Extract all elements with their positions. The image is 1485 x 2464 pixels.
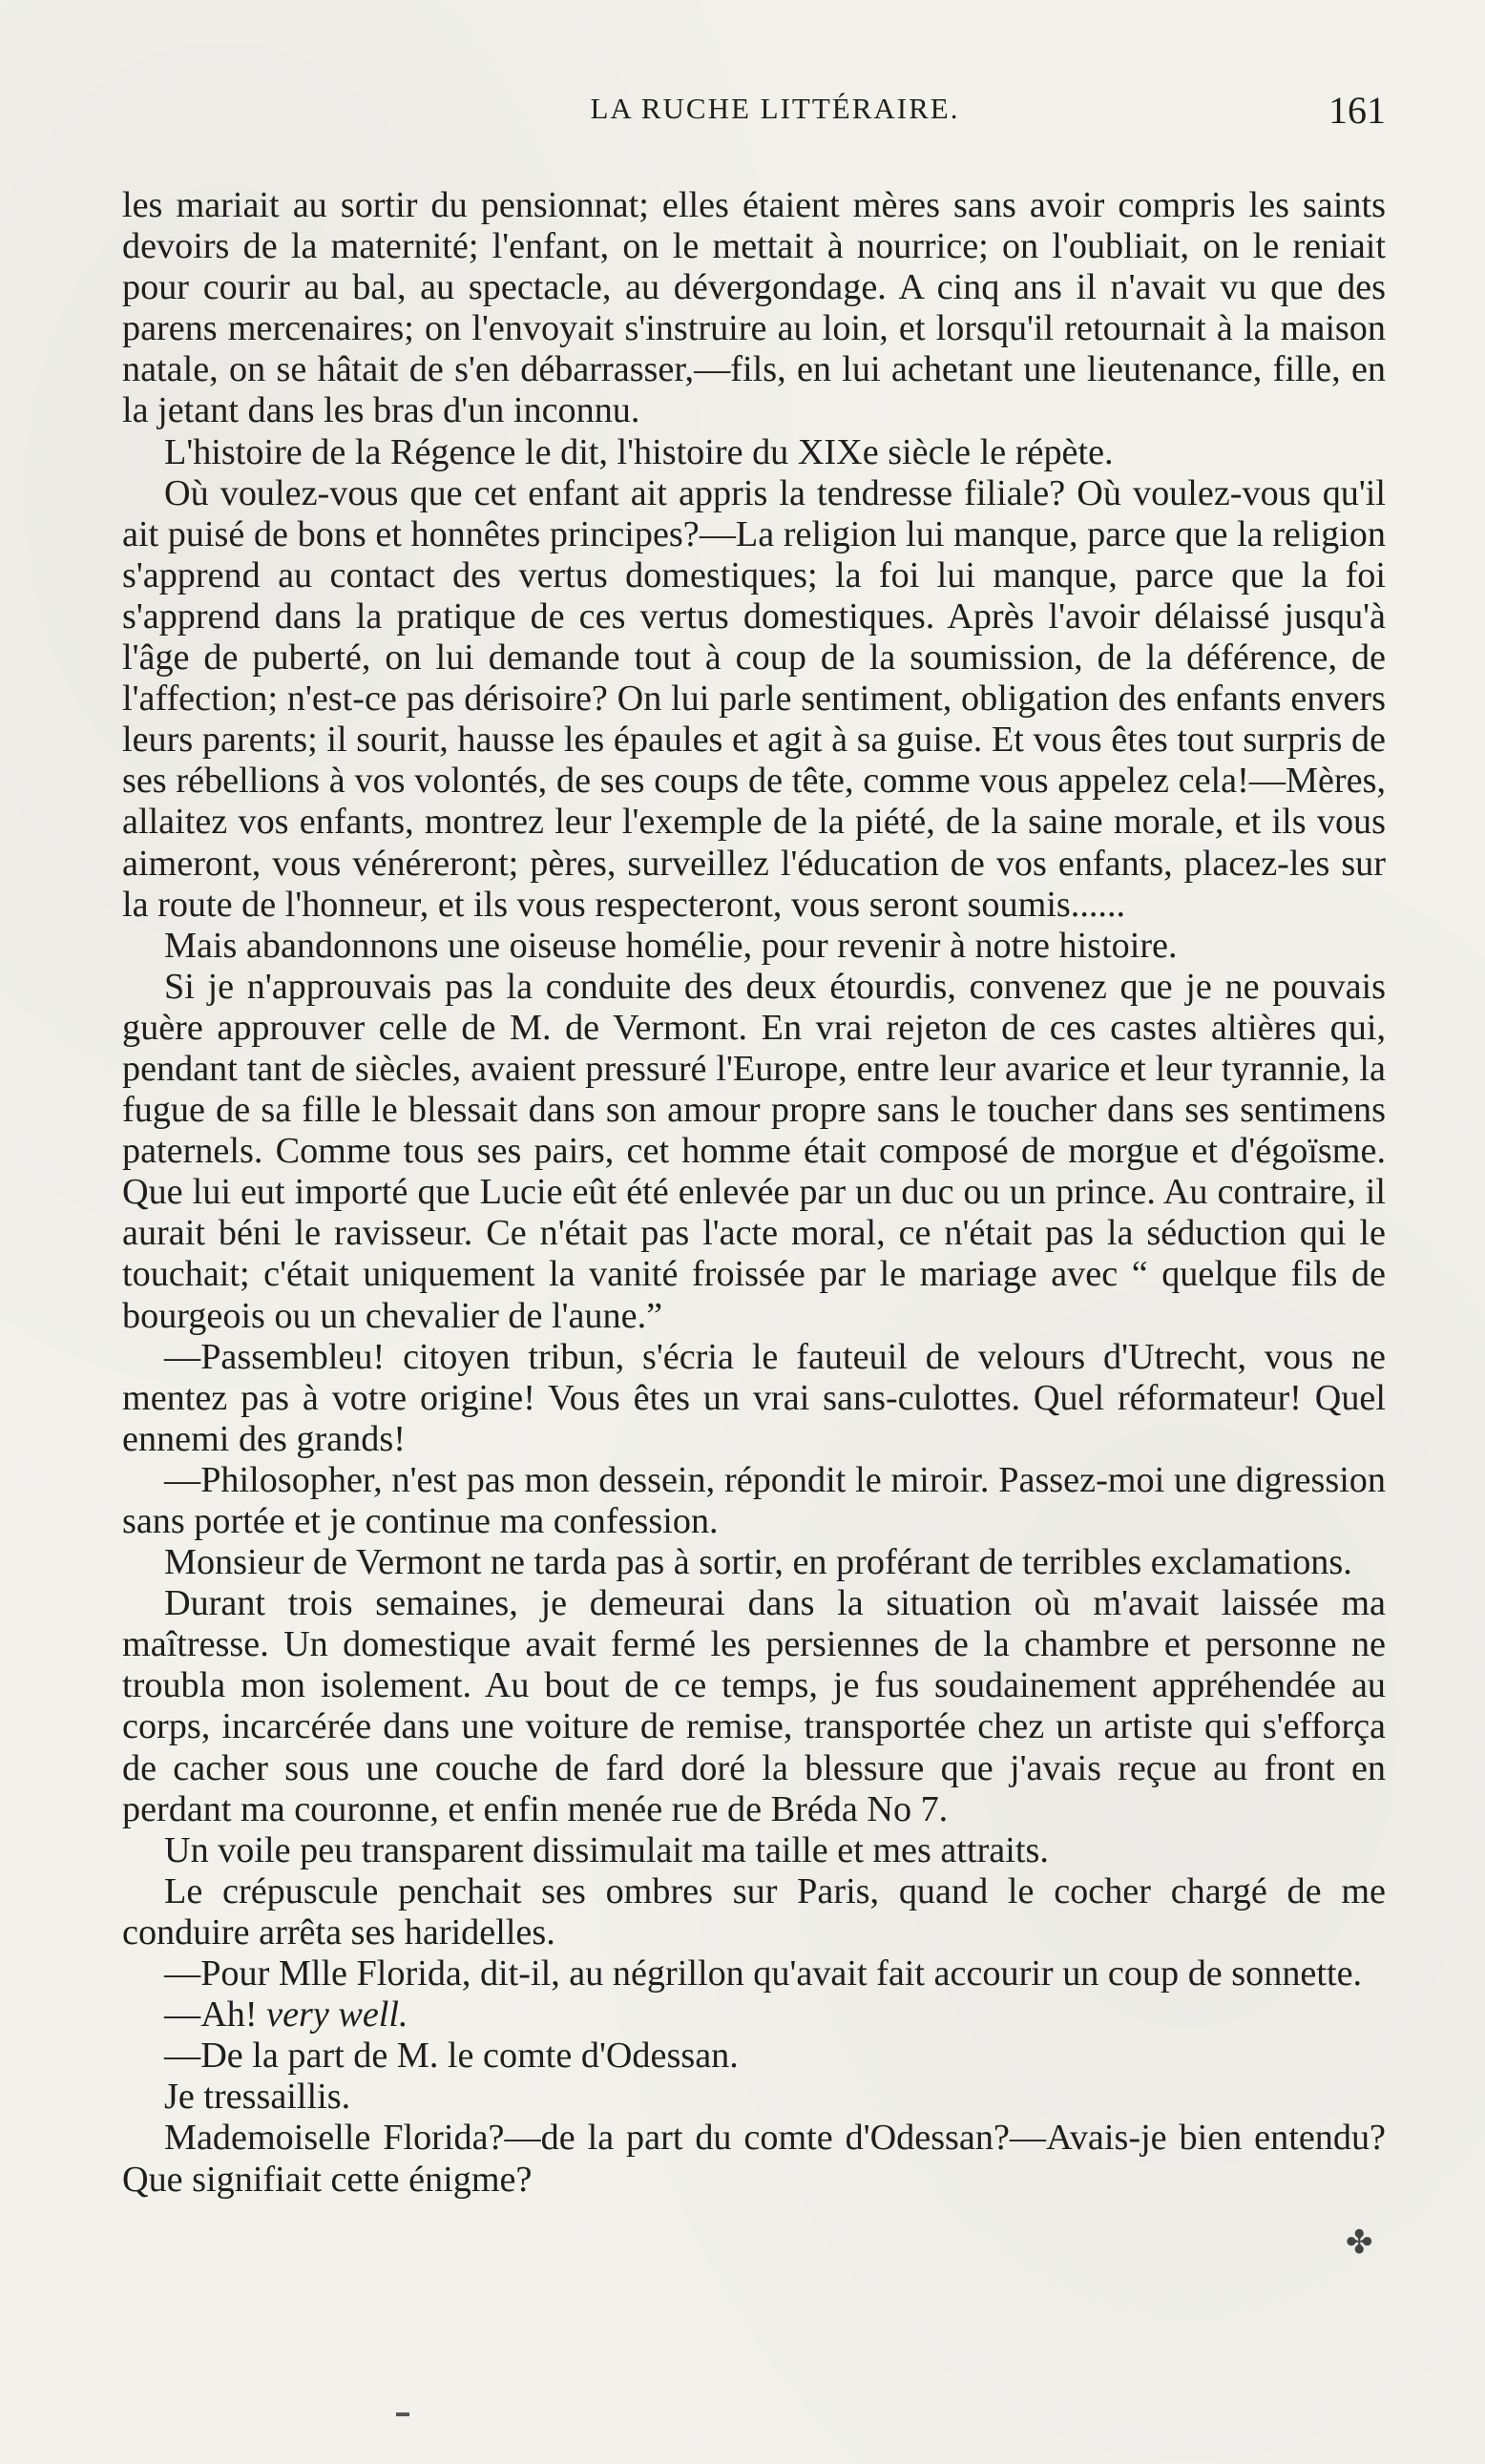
paragraph: Si je n'approuvais pas la conduite des deux étourdis, convenez que je ne pouvais guère approuver celle de M. de Vermont. En vrai rejeton de ces castes altières qui, pendant tant de siècles, avaient pressuré l'Europe, entre leur avarice et leur tyrannie, la fugue de sa fille le blessait dans son amour propre sans le toucher dans ses sentimens paternels. Comme tous ses pairs, cet homme était composé de morgue et d'égoïsme. Que lui eut importé que Lucie eût été enlevée par un duc ou un prince. Au contraire, il aurait béni le ravisseur. Ce n'était pas l'acte moral, ce n'était pas la séduction qui le touchait; c'était uniquement la vanité froissée par le mariage avec “ quelque fils de bourgeois ou un chevalier de l'aune.” <box>122 966 1386 1336</box>
paragraph: Où voulez-vous que cet enfant ait appris la tendresse filiale? Où voulez-vous qu'il ait puisé de bons et honnêtes principes?—La religion lui manque, parce que la religion s'apprend au contact des vertus domestiques; la foi lui manque, parce que la foi s'apprend dans la pratique de ces vertus domestiques. Après l'avoir délaissé jusqu'à l'âge de puberté, on lui demande tout à coup de la soumission, de la déférence, de l'affection; n'est-ce pas dérisoire? On lui parle sentiment, obligation des enfants envers leurs parents; il sourit, hausse les épaules et agit à sa guise. Et vous êtes tout surpris de ses rébellions à vos volontés, de ses coups de tête, comme vous appelez cela!—Mères, allaitez vos enfants, montrez leur l'exemple de la piété, de la saine morale, et ils vous aimeront, vous vénéreront; pères, surveillez l'éducation de vos enfants, placez-les sur la route de l'honneur, et ils vous respecteront, vous seront soumis...... <box>122 472 1386 925</box>
paragraph: Mademoiselle Florida?—de la part du comte d'Odessan?—Avais-je bien entendu? Que signifiait cette énigme? <box>122 2118 1386 2200</box>
paragraph: les mariait au sortir du pensionnat; elles étaient mères sans avoir compris les saints devoirs de la maternité; l'enfant, on le mettait à nourrice; on l'oubliait, on le reniait pour courir au bal, au spectacle, au dévergondage. A cinq ans il n'avait vu que des parens mercenaires; on l'envoyait s'instruire au loin, et lorsqu'il retournait à la maison natale, on se hâtait de s'en débarrasser,—fils, en lui achetant une lieutenance, fille, en la jetant dans les bras d'un inconnu. <box>122 185 1386 431</box>
paragraph <box>122 1994 1386 2036</box>
italic-text: very well. <box>266 1994 408 2036</box>
ink-speck <box>396 2412 409 2416</box>
paragraph: —Passembleu! citoyen tribun, s'écria le fauteuil de velours d'Utrecht, vous ne mentez pas à votre origine! Vous êtes un vrai sans-culottes. Quel réformateur! Quel ennemi des grands! <box>122 1336 1386 1459</box>
paragraph: Mais abandonnons une oiseuse homélie, pour revenir à notre histoire. <box>164 925 1178 966</box>
dialogue-text: —Ah! <box>164 1994 258 2036</box>
printer-mark-icon: ✤ <box>1346 2225 1373 2261</box>
page-header <box>122 88 1428 145</box>
paragraph: Je tressaillis. <box>164 2077 351 2118</box>
paragraph: Le crépuscule penchait ses ombres sur Paris, quand le cocher chargé de me conduire arrêta ses haridelles. <box>122 1870 1386 1952</box>
running-head: LA RUCHE LITTÉRAIRE. <box>590 92 960 125</box>
paragraph: —Pour Mlle Florida, dit-il, au négrillon qu'avait fait accourir un coup de sonnette. <box>164 1953 1363 1994</box>
paragraph: —De la part de M. le comte d'Odessan. <box>164 2036 739 2077</box>
paragraph: Un voile peu transparent dissimulait ma taille et mes attraits. <box>164 1829 1049 1870</box>
body-text <box>122 185 1386 2201</box>
page-number: 161 <box>1328 89 1386 132</box>
paragraph: Monsieur de Vermont ne tarda pas à sortir, en proférant de terribles exclamations. <box>164 1542 1352 1583</box>
paragraph: —Philosopher, n'est pas mon dessein, répondit le miroir. Passez-moi une digression sans portée et je continue ma confession. <box>122 1459 1386 1541</box>
paragraph: L'histoire de la Régence le dit, l'histoire du XIXe siècle le répète. <box>164 431 1114 472</box>
paragraph: Durant trois semaines, je demeurai dans la situation où m'avait laissée ma maîtresse. Un domestique avait fermé les persiennes de la chambre et personne ne troubla mon isolement. Au bout de ce temps, je fus soudainement appréhendée au corps, incarcérée dans une voiture de remise, transportée chez un artiste qui s'efforça de cacher sous une couche de fard doré la blessure que j'avais reçue au front en perdant ma couronne, et enfin menée rue de Bréda No 7. <box>122 1583 1386 1829</box>
